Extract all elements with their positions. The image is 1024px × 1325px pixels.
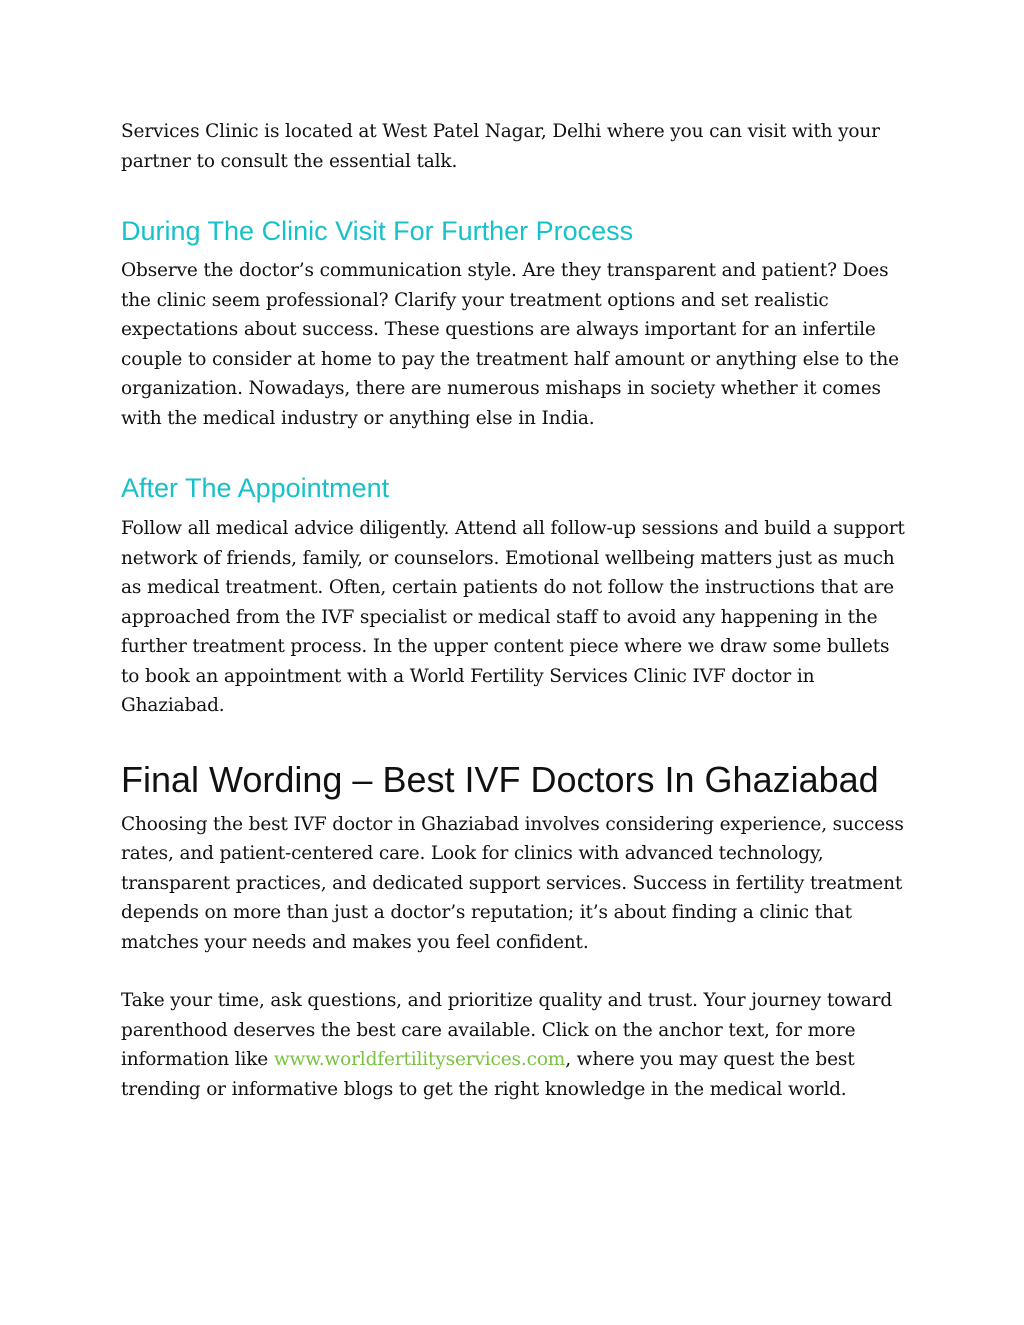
paragraph-text-before-link: Take your time, ask questions, and prioritize quality and trust. Your journey toward parenthood deserves the best care available. Click on the anchor text, for more information like <box>121 990 893 1070</box>
final-wording-heading: Final Wording – Best IVF Doctors In Ghaziabad <box>121 758 879 800</box>
after-appointment-paragraph: Follow all medical advice diligently. Attend all follow-up sessions and build a support network of friends, family, or counselors. Emotional wellbeing matters just as much as medical treatment. Often, certain patients do not follow the instructions that are approached from the IVF specialist or medical staff to avoid any happening in the further treatment process. In the upper content piece where we draw some bullets to book an appointment with a World Fertility Services Clinic IVF doctor in Ghaziabad. <box>121 518 905 716</box>
website-link[interactable]: www.worldfertilityservices.com <box>273 1049 566 1070</box>
clinic-visit-paragraph: Observe the doctor’s communication style. Are they transparent and patient? Does the clinic seem professional? Clarify your treatment options and set realistic expectations about success. These questions are always important for an infertile couple to consider at home to pay the treatment half amount or anything else to the organization. Nowadays, there are numerous mishaps in society whether it comes with the medical industry or anything else in India. <box>121 260 899 429</box>
document-page <box>121 117 911 1104</box>
paragraph-text-after-link: , where you may quest the best trending or informative blogs to get the right knowledge in the medical world. <box>121 1049 855 1100</box>
intro-paragraph: Services Clinic is located at West Patel Nagar, Delhi where you can visit with your partner to consult the essential talk. <box>121 121 880 172</box>
clinic-visit-heading: During The Clinic Visit For Further Process <box>121 216 634 246</box>
final-wording-paragraph-2 <box>121 986 911 1104</box>
final-wording-paragraph-1: Choosing the best IVF doctor in Ghaziabad involves considering experience, success rates, and patient-centered care. Look for clinics with advanced technology, transparent practices, and dedicated support services. Success in fertility treatment depends on more than just a doctor’s reputation; it’s about finding a clinic that matches your needs and makes you feel confident. <box>121 813 904 953</box>
after-appointment-heading: After The Appointment <box>121 473 390 503</box>
